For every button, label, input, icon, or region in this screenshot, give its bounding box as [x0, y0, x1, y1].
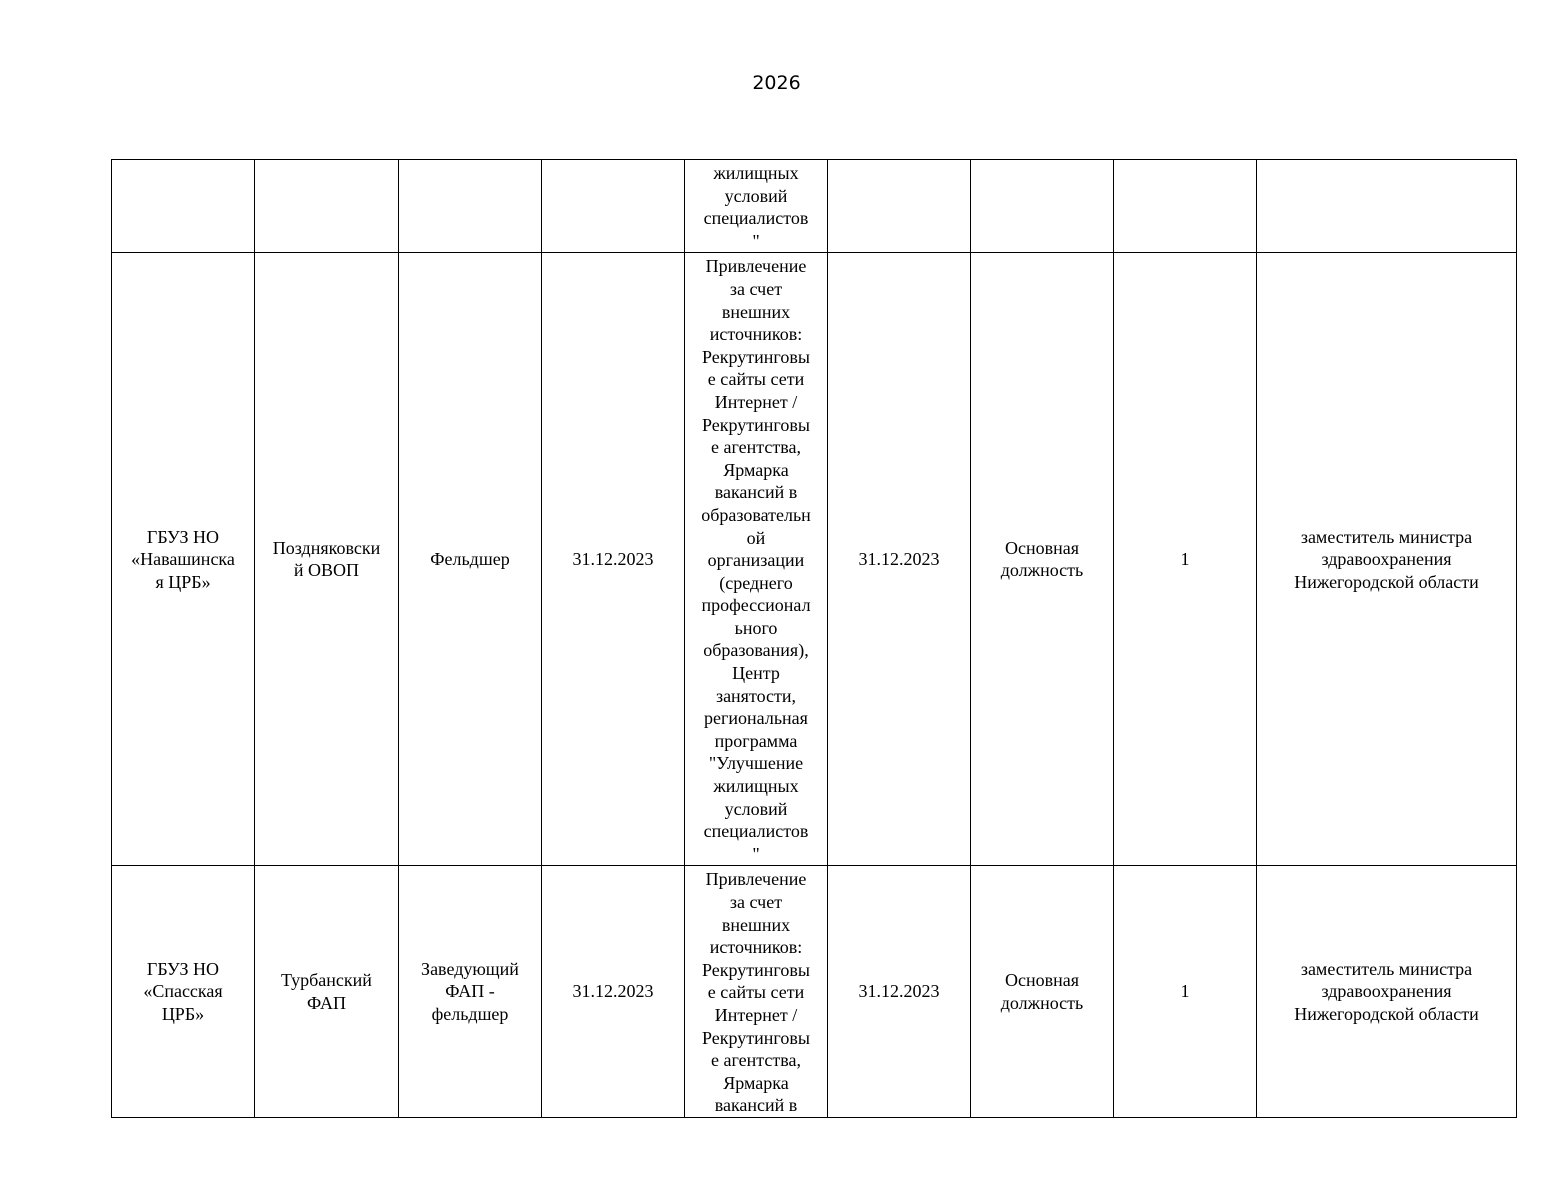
type-cell: [971, 866, 1114, 1118]
unit-line: й ОВОП: [293, 560, 360, 581]
source-line: вакансий в: [714, 482, 798, 503]
source-line: региональная: [704, 708, 808, 729]
source-line: источников:: [709, 324, 803, 345]
date-cell: 31.12.2023: [542, 866, 685, 1118]
source-line: Интернет /: [714, 1004, 798, 1025]
source-line: внешних: [721, 301, 791, 322]
source-line: жилищных: [713, 163, 799, 183]
position-line: Заведующий: [421, 958, 519, 979]
responsible-line: заместитель министра: [1300, 526, 1473, 547]
responsible-line: здравоохранения: [1321, 981, 1452, 1002]
count-cell: [1114, 160, 1257, 253]
source-line: е агентства,: [711, 437, 801, 458]
org-cell: [112, 866, 255, 1118]
source-line: источников:: [709, 937, 803, 958]
responsible-line: Нижегородской области: [1294, 571, 1479, 592]
org-cell: [112, 160, 255, 253]
source-line: условий: [724, 798, 788, 819]
source-line: занятости,: [715, 685, 797, 706]
source-line: Привлечение: [705, 256, 807, 277]
source-line: ой: [746, 527, 766, 548]
source-line: (среднего: [719, 572, 793, 593]
source-cell: [685, 253, 828, 866]
source-line: ьного: [734, 617, 778, 638]
org-line: «Навашинска: [131, 549, 235, 570]
source-line: профессионал: [701, 595, 811, 616]
source-line: Рекрутинговы: [702, 346, 810, 367]
deadline-cell: 31.12.2023: [828, 253, 971, 866]
source-line: Рекрутинговы: [702, 959, 810, 980]
unit-cell: [255, 866, 399, 1118]
source-cell: [685, 866, 828, 1118]
org-line: ГБУЗ НО: [146, 958, 220, 979]
source-line: е сайты сети: [707, 982, 805, 1003]
unit-line: Турбанский: [281, 970, 372, 991]
source-line: образовательн: [701, 504, 811, 525]
type-cell: [971, 253, 1114, 866]
source-line: ": [752, 843, 760, 864]
source-line: Рекрутинговы: [702, 414, 810, 435]
unit-line: Поздняковски: [272, 537, 381, 558]
unit-cell: [255, 160, 399, 253]
source-line: внешних: [721, 914, 791, 935]
page-number: 2026: [752, 72, 801, 94]
position-cell: [399, 866, 542, 1118]
date-cell: [542, 160, 685, 253]
source-line: е агентства,: [711, 1050, 801, 1071]
source-line: жилищных: [713, 776, 799, 797]
responsible-line: здравоохранения: [1321, 549, 1452, 570]
org-line: «Спасская: [143, 981, 223, 1002]
source-line: за счет: [729, 892, 783, 912]
source-line: Интернет /: [714, 391, 798, 412]
unit-cell: [255, 253, 399, 866]
deadline-cell: 31.12.2023: [828, 866, 971, 1118]
deadline-cell: [828, 160, 971, 253]
source-line: Привлечение: [705, 869, 807, 890]
count-cell: 1: [1114, 253, 1257, 866]
source-line: ": [752, 230, 760, 251]
source-cell: [685, 160, 828, 253]
type-line: должность: [1000, 560, 1084, 581]
vacancy-table: [111, 159, 1517, 1118]
table-row: [112, 253, 1517, 866]
org-line: ГБУЗ НО: [146, 526, 220, 547]
org-line: ЦРБ»: [161, 1003, 205, 1024]
source-line: образования),: [703, 640, 809, 661]
type-line: должность: [1000, 992, 1084, 1013]
source-line: специалистов: [703, 821, 809, 842]
responsible-cell: [1257, 160, 1517, 253]
position-line: ФАП -: [445, 981, 495, 1002]
org-line: я ЦРБ»: [155, 571, 211, 592]
responsible-cell: [1257, 866, 1517, 1118]
source-line: Рекрутинговы: [702, 1027, 810, 1048]
type-line: Основная: [1004, 537, 1080, 558]
table-row: [112, 866, 1517, 1118]
source-line: вакансий в: [714, 1095, 798, 1116]
responsible-cell: [1257, 253, 1517, 866]
source-line: специалистов: [703, 208, 809, 229]
source-line: за счет: [729, 278, 783, 299]
table-row: [112, 160, 1517, 253]
source-line: условий: [724, 185, 788, 206]
source-line: организации: [707, 550, 805, 571]
date-cell: 31.12.2023: [542, 253, 685, 866]
source-line: "Улучшение: [708, 753, 804, 774]
position-line: фельдшер: [431, 1003, 509, 1024]
source-line: Ярмарка: [723, 1072, 789, 1093]
position-line: Фельдшер: [430, 549, 510, 570]
position-cell: [399, 160, 542, 253]
count-cell: 1: [1114, 866, 1257, 1118]
source-line: программа: [714, 730, 798, 751]
source-line: Центр: [732, 663, 780, 684]
type-cell: [971, 160, 1114, 253]
responsible-line: заместитель министра: [1300, 958, 1473, 979]
source-line: е сайты сети: [707, 369, 805, 390]
org-cell: [112, 253, 255, 866]
responsible-line: Нижегородской области: [1294, 1003, 1479, 1024]
source-line: Ярмарка: [723, 459, 789, 480]
type-line: Основная: [1004, 970, 1080, 991]
unit-line: ФАП: [306, 992, 347, 1013]
position-cell: [399, 253, 542, 866]
